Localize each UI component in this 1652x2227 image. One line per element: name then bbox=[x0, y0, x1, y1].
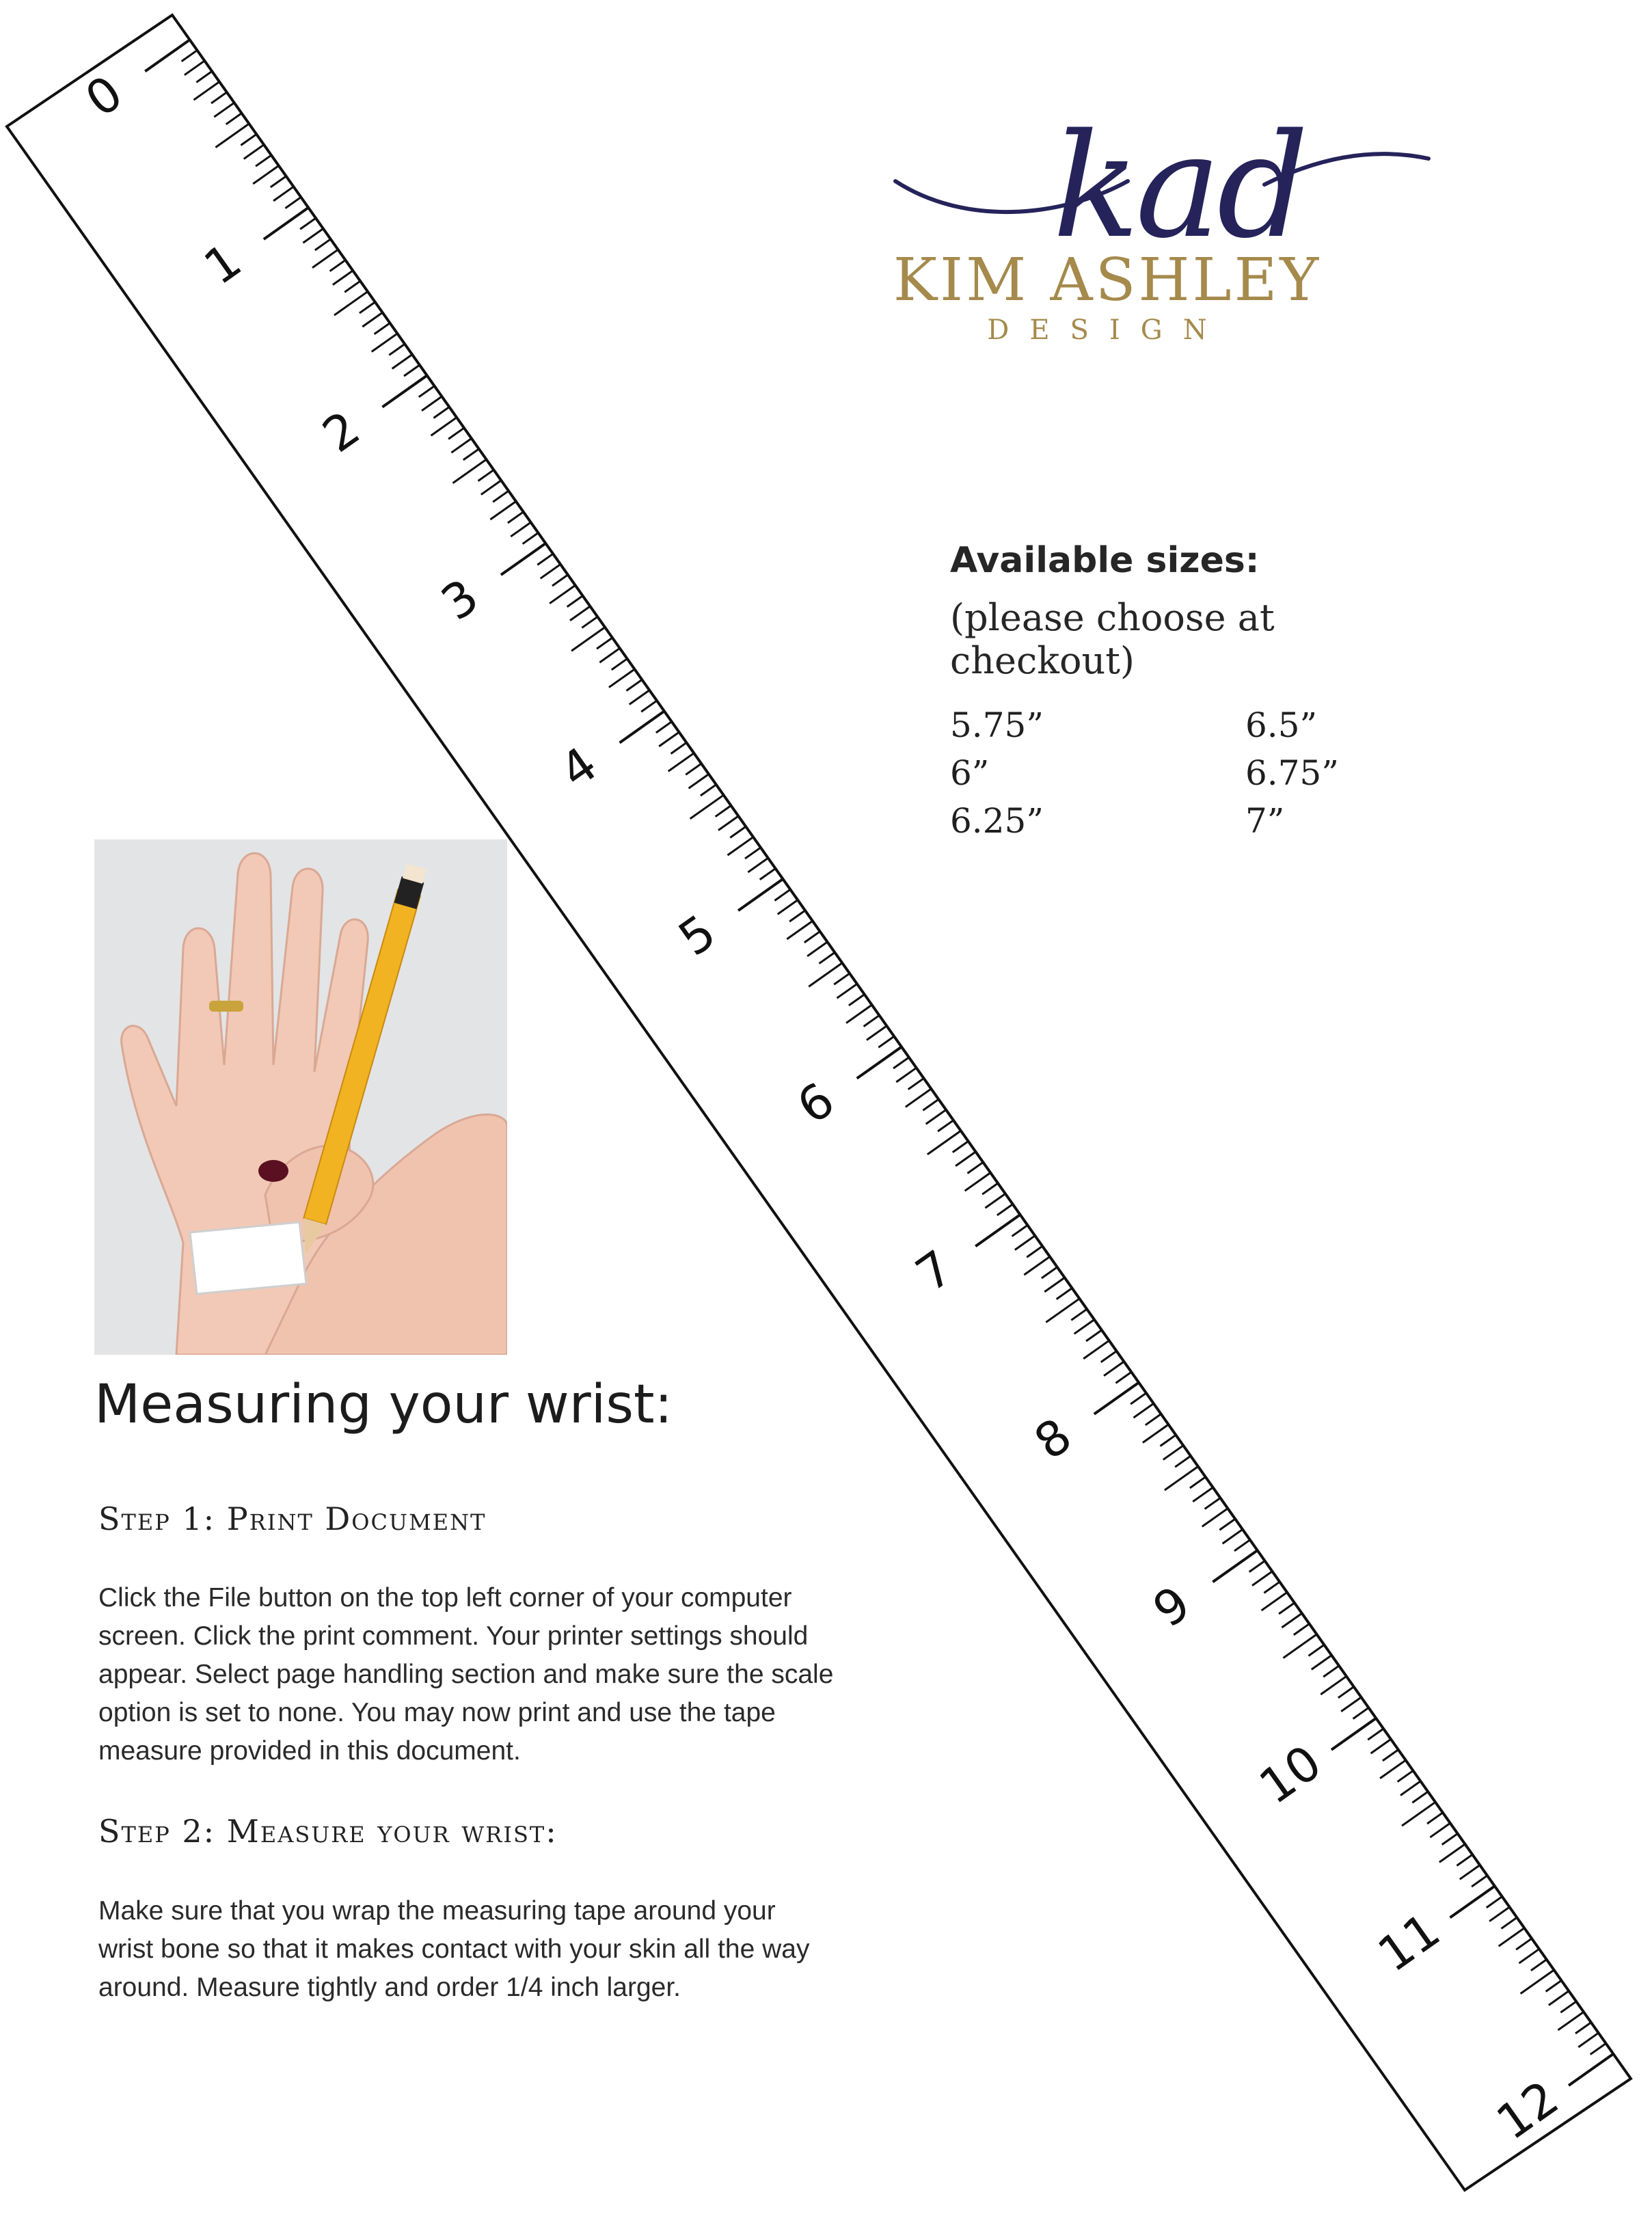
size-value: 5.75” bbox=[950, 705, 1044, 745]
logo-subtitle: DESIGN bbox=[987, 314, 1228, 346]
text-line: option is set to none. You may now print and use the tape bbox=[98, 1698, 776, 1727]
ruler-number: 8 bbox=[1024, 1407, 1082, 1471]
brand-logo bbox=[882, 103, 1442, 349]
logo-wordmark: KIM ASHLEY bbox=[893, 246, 1322, 314]
wrist-measuring-photo bbox=[94, 839, 507, 1355]
instructions-heading: Measuring your wrist: bbox=[94, 1374, 673, 1435]
size-value: 6.5” bbox=[1245, 705, 1318, 745]
ruler-number: 3 bbox=[431, 568, 489, 632]
sizes-subtitle: (please choose at checkout) bbox=[950, 596, 1275, 682]
ruler-number: 10 bbox=[1249, 1734, 1331, 1816]
ruler-number: 9 bbox=[1143, 1575, 1201, 1639]
text-line: wrist bone so that it makes contact with your skin all the way bbox=[98, 1934, 810, 1964]
sizes-title: Available sizes: bbox=[950, 540, 1260, 581]
ruler-number: 6 bbox=[787, 1071, 845, 1135]
size-value: 6” bbox=[950, 753, 990, 793]
step-2-title: Step 2: Measure your wrist: bbox=[98, 1813, 558, 1850]
text-line: appear. Select page handling section and make sure the scale bbox=[98, 1660, 834, 1689]
hand-measuring-wrist-icon bbox=[94, 839, 507, 1355]
text-line: Click the File button on the top left corner of your computer bbox=[98, 1583, 792, 1612]
ruler-number: 12 bbox=[1486, 2070, 1569, 2151]
ruler-number: 7 bbox=[906, 1239, 964, 1303]
ruler-number: 11 bbox=[1368, 1902, 1450, 1983]
logo-script: kad bbox=[1053, 103, 1305, 270]
ruler-number: 2 bbox=[312, 400, 370, 464]
size-value: 7” bbox=[1245, 801, 1285, 841]
step-1-title: Step 1: Print Document bbox=[98, 1500, 487, 1537]
text-line: screen. Click the print comment. Your printer settings should bbox=[98, 1621, 809, 1651]
step-1-text bbox=[98, 1579, 905, 1770]
text-line: around. Measure tightly and order 1/4 inch larger. bbox=[98, 1973, 681, 2002]
size-value: 6.25” bbox=[950, 801, 1044, 841]
text-line: measure provided in this document. bbox=[98, 1736, 521, 1766]
ruler-number: 5 bbox=[668, 904, 726, 967]
size-value: 6.75” bbox=[1245, 753, 1339, 793]
ruler-number: 0 bbox=[75, 64, 133, 129]
available-sizes bbox=[950, 540, 1470, 841]
ruler-number: 4 bbox=[550, 735, 608, 800]
ruler-number: 1 bbox=[193, 232, 252, 296]
step-2-text bbox=[98, 1892, 905, 2007]
text-line: Make sure that you wrap the measuring tape around your bbox=[98, 1896, 776, 1926]
sizes-list bbox=[950, 705, 1470, 841]
